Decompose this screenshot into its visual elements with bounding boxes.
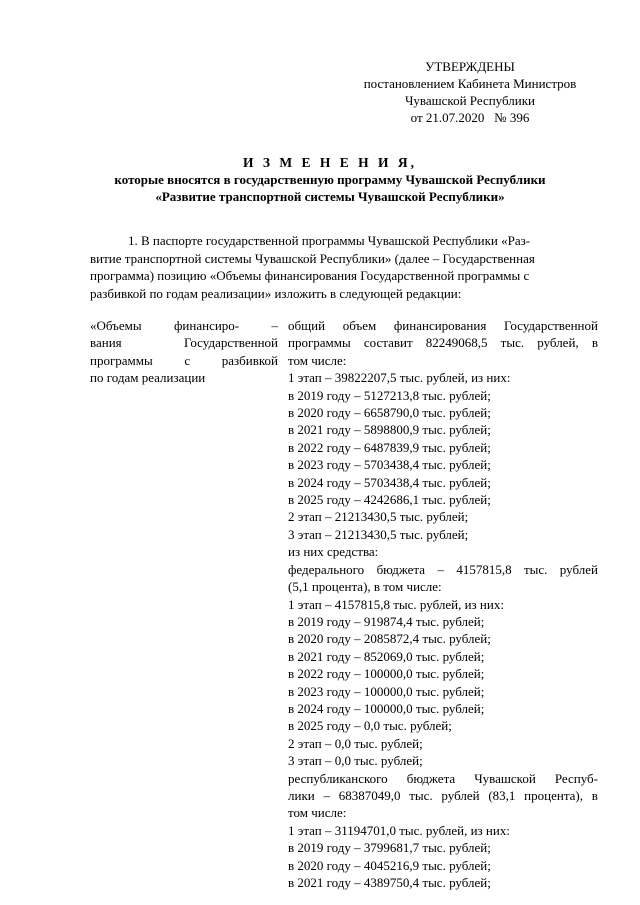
approval-republic: Чувашской Республики (404, 93, 536, 108)
financing-line: в 2022 году – 100000,0 тыс. рублей; (288, 666, 485, 682)
financing-line (288, 334, 598, 351)
financing-line: в 2019 году – 5127213,8 тыс. рублей; (288, 387, 491, 403)
label-word: программы (90, 352, 153, 368)
financing-word: 82249068,5 (425, 335, 488, 351)
financing-line: 2 этап – 21213430,5 тыс. рублей; (288, 509, 469, 525)
financing-word: рублей, (537, 335, 579, 351)
financing-details (288, 317, 598, 891)
financing-word: лики (288, 787, 315, 803)
financing-line: 1 этап – 39822207,5 тыс. рублей, из них: (288, 370, 511, 386)
financing-line: в 2021 году – 852069,0 тыс. рублей; (288, 648, 485, 664)
financing-word: Чувашской (474, 770, 536, 786)
financing-line (288, 317, 598, 334)
financing-word: тыс. (523, 561, 548, 577)
document-title (60, 154, 600, 205)
title-heading: И З М Е Н Е Н И Я, (242, 155, 417, 170)
label-word: вания (90, 335, 122, 351)
intro-line: витие транспортной системы Чувашской Республики» (далее – Государственная (90, 250, 535, 266)
position-label-line: по годам реализации (90, 370, 206, 386)
financing-word: рублей (441, 787, 480, 803)
financing-word: федерального (288, 561, 365, 577)
financing-line: 3 этап – 0,0 тыс. рублей; (288, 753, 423, 769)
financing-line: в 2022 году – 6487839,9 тыс. рублей; (288, 439, 491, 455)
financing-word: рублей (559, 561, 598, 577)
financing-line: (5,1 процента), в том числе: (288, 579, 442, 595)
financing-line: 2 этап – 0,0 тыс. рублей; (288, 735, 423, 751)
financing-line: в 2021 году – 4389750,4 тыс. рублей; (288, 875, 491, 890)
financing-word: Респуб- (554, 770, 598, 786)
financing-word: в (591, 335, 598, 351)
financing-word: общий (288, 318, 326, 333)
financing-line: в 2019 году – 919874,4 тыс. рублей; (288, 613, 485, 629)
approval-stamp (340, 58, 600, 126)
financing-line: том числе: (288, 805, 347, 821)
financing-line: в 2020 году – 4045216,9 тыс. рублей; (288, 857, 491, 873)
approval-date-number: от 21.07.2020 № 396 (410, 110, 530, 125)
financing-line: 3 этап – 21213430,5 тыс. рублей; (288, 526, 469, 542)
financing-word: (83,1 (488, 787, 516, 803)
financing-word: финансирования (393, 318, 487, 333)
financing-line: в 2021 году – 5898800,9 тыс. рублей; (288, 422, 491, 438)
financing-line: 1 этап – 31194701,0 тыс. рублей, из них: (288, 822, 510, 838)
financing-word: тыс. (409, 787, 433, 803)
financing-line (288, 770, 598, 787)
label-word: с (184, 352, 191, 368)
position-label-line (90, 317, 278, 334)
financing-line: в 2025 году – 4242686,1 тыс. рублей; (288, 492, 491, 508)
financing-word: – (323, 787, 330, 803)
approval-heading: УТВЕРЖДЕНЫ (425, 59, 515, 74)
financing-line: в 2024 году – 5703438,4 тыс. рублей; (288, 474, 491, 490)
financing-line: в 2019 году – 3799681,7 тыс. рублей; (288, 840, 491, 856)
financing-line: том числе: (288, 352, 347, 368)
financing-word: бюджета (406, 770, 456, 786)
intro-paragraph (90, 232, 598, 302)
financing-line: в 2025 году – 0,0 тыс. рублей; (288, 718, 452, 734)
label-word: Государственной (183, 335, 278, 351)
financing-word: 4157815,8 (456, 561, 512, 577)
financing-word: объем (342, 318, 377, 333)
financing-line: в 2023 году – 5703438,4 тыс. рублей; (288, 457, 491, 473)
intro-line: 1. В паспорте государственной программы Чувашской Республики «Раз- (128, 233, 531, 248)
financing-line (288, 561, 598, 578)
financing-word: в (591, 787, 598, 803)
label-word: «Объемы (90, 318, 142, 333)
title-line-2: «Развитие транспортной системы Чувашской Республики» (155, 189, 505, 204)
financing-line: из них средства: (288, 544, 379, 560)
intro-line: разбивкой по годам реализации» изложить в следующей редакции: (90, 285, 462, 301)
financing-line: в 2020 году – 2085872,4 тыс. рублей; (288, 631, 491, 647)
position-label-line (90, 334, 278, 351)
intro-line: программа) позицию «Объемы финансирования Государственной программы с (90, 268, 530, 283)
financing-word: 68387049,0 (338, 787, 401, 803)
financing-word: тыс. (500, 335, 525, 351)
financing-word: – (437, 561, 444, 577)
position-label-line (90, 352, 278, 369)
approval-authority: постановлением Кабинета Министров (363, 76, 577, 91)
financing-line: в 2020 году – 6658790,0 тыс. рублей; (288, 405, 491, 421)
financing-word: Государственной (503, 318, 598, 333)
financing-line: 1 этап – 4157815,8 тыс. рублей, из них: (288, 596, 504, 612)
financing-word: программы (288, 335, 351, 351)
financing-line: в 2023 году – 100000,0 тыс. рублей; (288, 683, 485, 699)
label-word: финансиро- (174, 318, 240, 333)
financing-word: составит (363, 335, 413, 351)
financing-line (288, 787, 598, 804)
financing-word: бюджета (376, 561, 426, 577)
title-line-1: которые вносятся в государственную программу Чувашской Республики (114, 172, 546, 187)
financing-word: республиканского (288, 770, 388, 786)
label-dash: – (271, 318, 278, 333)
label-word: разбивкой (221, 352, 278, 368)
financing-line: в 2024 году – 100000,0 тыс. рублей; (288, 700, 485, 716)
position-label (90, 317, 278, 387)
financing-word: процента), (524, 787, 584, 803)
